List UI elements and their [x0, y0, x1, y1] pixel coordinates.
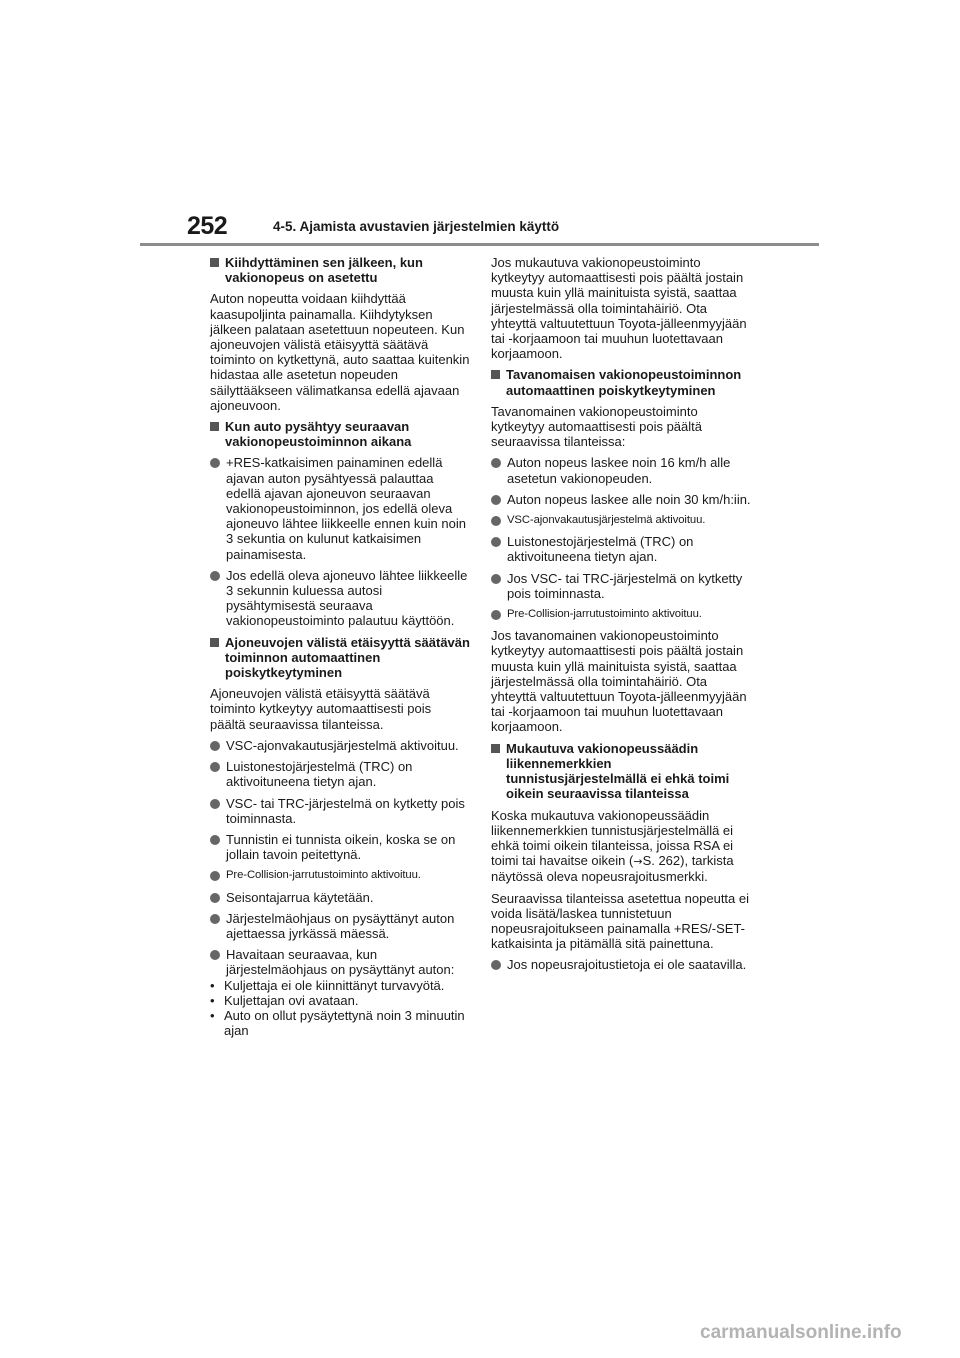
circle-bullet-icon	[210, 799, 220, 809]
list-item-text: Auton nopeus laskee noin 16 km/h alle asetetun vakionopeuden.	[507, 455, 731, 486]
circle-bullet-icon	[210, 950, 220, 960]
list-item-text: Seisontajarrua käytetään.	[226, 889, 374, 905]
circle-bullet-icon	[210, 762, 220, 772]
page-reference: S. 262), tarkista näytössä oleva nopeusrajoitusmerkki.	[491, 853, 734, 885]
arrow-right-icon: →	[633, 855, 643, 869]
circle-bullet-icon	[491, 537, 501, 547]
circle-bullet-icon	[491, 960, 501, 970]
sub-list-item-text: Auto on ollut pysäytettynä noin 3 minuutin ajan	[224, 1007, 465, 1039]
heading-text: Tavanomaisen vakionopeustoiminnon automaattinen poiskytkeytyminen	[506, 367, 742, 398]
paragraph: Seuraavissa tilanteissa asetettua nopeutta ei voida lisätä/laskea tunnistetuun nopeusrajoitukseen painamalla +RES/-SET-katkaisinta ja pitämällä sitä painettuna.	[491, 890, 750, 952]
circle-bullet-icon	[210, 571, 220, 581]
circle-bullet-icon	[210, 893, 220, 903]
list-item	[210, 868, 470, 883]
list-item	[491, 534, 751, 564]
list-item-text: Tunnistin ei tunnista oikein, koska se on jollain tavoin peitettynä.	[226, 831, 456, 863]
subsection-heading	[491, 741, 751, 802]
square-bullet-icon	[210, 422, 219, 431]
list-item	[210, 568, 470, 629]
page-header	[0, 0, 960, 250]
list-item	[210, 947, 470, 977]
list-item	[491, 455, 751, 485]
paragraph: Jos tavanomainen vakionopeustoiminto kytkeytyy automaattisesti pois päältä jostain muusta kuin yllä mainituista syistä, saattaa järjestelmässä olla toimintahäiriö. Ota yhteyttä valtuutettuun Toyota-jälleenmyyjään tai -korjaamoon tai muuhun luotettavaan korjaamoon.	[491, 628, 747, 735]
list-item-text: VSC-ajonvakautusjärjestelmä aktivoituu.	[507, 514, 706, 527]
square-bullet-icon	[491, 744, 500, 753]
list-item-text: Jos edellä oleva ajoneuvo lähtee liikkeelle 3 sekunnin kuluessa autosi pysähtymisestä seuraava vakionopeustoiminto palautuu käyttöön.	[226, 567, 468, 629]
list-item	[210, 455, 470, 561]
section-title: 4-5. Ajamista avustavien järjestelmien käyttö	[273, 219, 560, 234]
sub-list-item	[210, 993, 470, 1008]
sub-list-item	[210, 978, 470, 993]
list-item	[210, 796, 470, 826]
circle-bullet-icon	[491, 574, 501, 584]
list-item	[491, 513, 751, 528]
list-item	[210, 832, 470, 862]
list-item	[210, 738, 470, 753]
paragraph: Auton nopeutta voidaan kiihdyttää kaasupoljinta painamalla. Kiihdytyksen jälkeen palataan asetettuun nopeuteen. Kun ajoneuvojen välistä etäisyyttä säätävä toiminto on kytkettynä, auto saattaa kuitenkin hidastaa alle asetetun nopeuden säilyttääkseen välimatkansa edellä ajavaan ajoneuvoon.	[210, 291, 470, 413]
heading-text: Ajoneuvojen välistä etäisyyttä säätävän toiminnon automaattinen poiskytkeytyminen	[225, 634, 470, 681]
list-item-text: Luistonestojärjestelmä (TRC) on aktivoituneena tietyn ajan.	[507, 534, 694, 565]
heading-text: Kun auto pysähtyy seuraavan vakionopeustoiminnon aikana	[225, 419, 412, 450]
list-item	[210, 890, 470, 905]
square-bullet-icon	[210, 638, 219, 647]
sub-list-item-text: Kuljettajan ovi avataan.	[224, 992, 359, 1008]
square-bullet-icon	[491, 370, 500, 379]
subsection-heading	[210, 419, 470, 449]
watermark: carmanualsonline.info	[700, 1322, 902, 1343]
list-item-text: VSC- tai TRC-järjestelmä on kytketty pois toiminnasta.	[226, 795, 465, 826]
circle-bullet-icon	[210, 914, 220, 924]
right-column	[491, 255, 751, 979]
circle-bullet-icon	[491, 458, 501, 468]
list-item	[491, 607, 751, 622]
list-item-text: Pre-Collision-jarrutustoiminto aktivoituu.	[226, 869, 421, 882]
subsection-heading	[491, 367, 751, 397]
list-item-text: Auton nopeus laskee alle noin 30 km/h:iin.	[507, 491, 751, 507]
page-number: 252	[187, 212, 228, 240]
list-item	[491, 957, 751, 972]
sub-bullet-mark: •	[210, 977, 215, 993]
sub-bullet-mark: •	[210, 1007, 215, 1023]
list-item-text: VSC-ajonvakautusjärjestelmä aktivoituu.	[226, 737, 459, 753]
list-item	[210, 759, 470, 789]
subsection-heading	[210, 635, 470, 681]
list-item	[210, 911, 470, 941]
circle-bullet-icon	[210, 871, 220, 881]
paragraph: Ajoneuvojen välistä etäisyyttä säätävä toiminto kytkeytyy automaattisesti pois päältä seuraavissa tilanteissa.	[210, 686, 432, 732]
heading-text: Kiihdyttäminen sen jälkeen, kun vakionopeus on asetettu	[225, 255, 423, 286]
list-item-text: Järjestelmäohjaus on pysäyttänyt auton ajettaessa jyrkässä mäessä.	[226, 910, 455, 941]
list-item-text: Havaitaan seuraavaa, kun järjestelmäohjaus on pysäyttänyt auton:	[226, 947, 455, 978]
header-rule	[140, 243, 819, 246]
circle-bullet-icon	[210, 835, 220, 845]
paragraph	[491, 808, 751, 885]
list-item-text: Pre-Collision-jarrutustoiminto aktivoituu.	[507, 608, 702, 621]
heading-text: Mukautuva vakionopeussäädin liikennemerkkien tunnistusjärjestelmällä ei ehkä toimi oikein seuraavissa tilanteissa	[506, 740, 730, 802]
subsection-heading	[210, 255, 470, 285]
circle-bullet-icon	[210, 458, 220, 468]
list-item-text: +RES-katkaisimen painaminen edellä ajavan auton pysähtyessä palauttaa edellä ajavan ajoneuvon seuraavan vakionopeustoiminnon, jos edellä oleva ajoneuvo lähtee liikkeelle ennen kuin noin 3 sekuntia on kulunut katkaisimen painamisesta.	[226, 455, 466, 562]
paragraph-text: Koska mukautuva vakionopeussäädin liikennemerkkien tunnistusjärjestelmällä ei ehkä toimi oikein tilanteissa, joissa RSA ei toimi tai havaitse oikein (	[491, 807, 734, 869]
circle-bullet-icon	[491, 610, 501, 620]
circle-bullet-icon	[491, 495, 501, 505]
paragraph: Tavanomainen vakionopeustoiminto kytkeytyy automaattisesti pois päältä seuraavissa tilanteissa:	[491, 403, 702, 450]
paragraph: Jos mukautuva vakionopeustoiminto kytkeytyy automaattisesti pois päältä jostain muusta kuin yllä mainituista syistä, saattaa järjestelmässä olla toimintahäiriö. Ota yhteyttä valtuutettuun Toyota-jälleenmyyjään tai -korjaamoon tai muuhun luotettavaan korjaamoon.	[491, 255, 747, 362]
circle-bullet-icon	[491, 516, 501, 526]
list-item-text: Jos nopeusrajoitustietoja ei ole saatavilla.	[507, 957, 747, 973]
left-column	[210, 255, 470, 1038]
list-item-text: Jos VSC- tai TRC-järjestelmä on kytketty pois toiminnasta.	[507, 570, 743, 601]
circle-bullet-icon	[210, 741, 220, 751]
square-bullet-icon	[210, 258, 219, 267]
sub-list-item-text: Kuljettaja ei ole kiinnittänyt turvavyötä.	[224, 977, 445, 993]
sub-bullet-mark: •	[210, 992, 215, 1008]
list-item	[491, 571, 751, 601]
sub-list-item	[210, 1008, 470, 1038]
list-item	[491, 492, 751, 507]
list-item-text: Luistonestojärjestelmä (TRC) on aktivoituneena tietyn ajan.	[226, 759, 413, 790]
